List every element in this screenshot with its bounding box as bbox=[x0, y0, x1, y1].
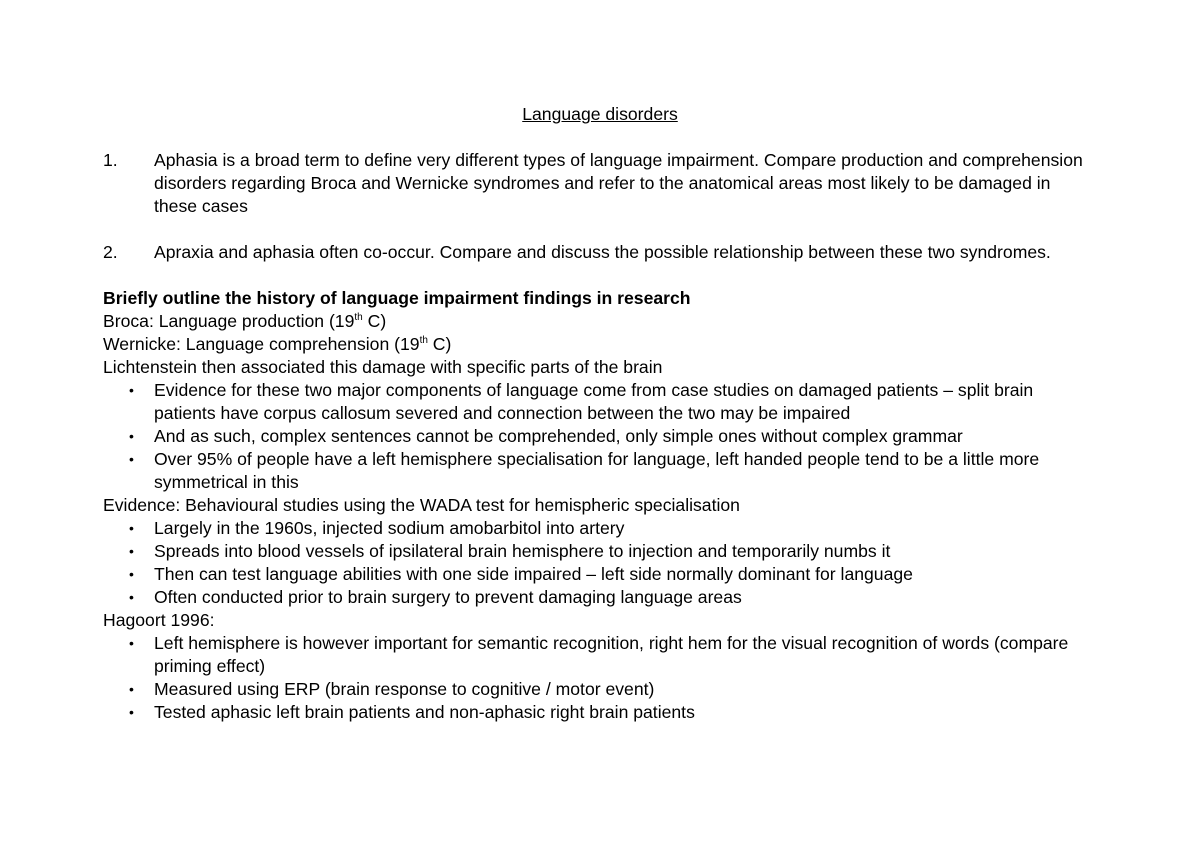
bullet-icon: • bbox=[129, 635, 134, 651]
list-item-text: Left hemisphere is however important for semantic recognition, right hem for the visual recognition of words (compare priming effect) bbox=[154, 633, 1069, 676]
list-item bbox=[103, 678, 1083, 701]
question-item bbox=[103, 149, 1083, 218]
bullet-icon: • bbox=[129, 704, 134, 720]
list-item-text: Over 95% of people have a left hemisphere specialisation for language, left handed people tend to be a little more symmetrical in this bbox=[154, 449, 1040, 492]
question-text: Apraxia and aphasia often co-occur. Compare and discuss the possible relationship between these two syndromes. bbox=[154, 242, 1051, 262]
question-list bbox=[103, 149, 1083, 264]
list-item-text: Tested aphasic left brain patients and non-aphasic right brain patients bbox=[154, 702, 695, 722]
bullet-icon: • bbox=[129, 681, 134, 697]
list-item-text: Evidence for these two major components of language come from case studies on damaged patients – split brain patients have corpus callosum severed and connection between the two may be impaired bbox=[154, 380, 1034, 423]
list-item-text: Spreads into blood vessels of ipsilateral brain hemisphere to injection and temporarily numbs it bbox=[154, 541, 891, 561]
broca-superscript: th bbox=[354, 312, 363, 324]
document-title: Language disorders bbox=[522, 104, 678, 124]
evidence-line: Evidence: Behavioural studies using the WADA test for hemispheric specialisation bbox=[103, 495, 740, 515]
bullet-icon: • bbox=[129, 451, 134, 467]
bullet-icon: • bbox=[129, 520, 134, 536]
lichtenstein-line: Lichtenstein then associated this damage with specific parts of the brain bbox=[103, 357, 663, 377]
bullet-icon: • bbox=[129, 566, 134, 582]
bullet-icon: • bbox=[129, 589, 134, 605]
broca-line bbox=[103, 310, 1083, 333]
hagoort-line: Hagoort 1996: bbox=[103, 610, 215, 630]
list-item-text: And as such, complex sentences cannot be comprehended, only simple ones without complex grammar bbox=[154, 426, 963, 446]
bullet-list-evidence bbox=[103, 379, 1083, 494]
wernicke-superscript: th bbox=[419, 335, 428, 347]
bullet-list-hagoort bbox=[103, 632, 1083, 724]
broca-prefix: Broca: Language production (19 bbox=[103, 311, 355, 331]
list-item-text: Then can test language abilities with one side impaired – left side normally dominant for language bbox=[154, 564, 913, 584]
bullet-icon: • bbox=[129, 543, 134, 559]
wernicke-prefix: Wernicke: Language comprehension (19 bbox=[103, 334, 420, 354]
list-item bbox=[103, 448, 1083, 494]
wernicke-line bbox=[103, 333, 1083, 356]
question-text: Aphasia is a broad term to define very different types of language impairment. Compare production and comprehension disorders regarding Broca and Wernicke syndromes and refer to the anatomical areas most likely to be damaged in these cases bbox=[154, 150, 1083, 216]
bullet-icon: • bbox=[129, 428, 134, 444]
question-number: 2. bbox=[103, 242, 118, 262]
section-heading: Briefly outline the history of language impairment findings in research bbox=[103, 288, 691, 308]
document-page bbox=[103, 103, 1083, 724]
list-item bbox=[103, 563, 1083, 586]
wernicke-suffix: C) bbox=[427, 334, 452, 354]
list-item-text: Often conducted prior to brain surgery to prevent damaging language areas bbox=[154, 587, 742, 607]
list-item-text: Largely in the 1960s, injected sodium amobarbitol into artery bbox=[154, 518, 625, 538]
bullet-list-wada bbox=[103, 517, 1083, 609]
list-item bbox=[103, 586, 1083, 609]
bullet-icon: • bbox=[129, 382, 134, 398]
list-item-text: Measured using ERP (brain response to cognitive / motor event) bbox=[154, 679, 655, 699]
question-number: 1. bbox=[103, 150, 118, 170]
list-item bbox=[103, 425, 1083, 448]
list-item bbox=[103, 632, 1083, 678]
list-item bbox=[103, 701, 1083, 724]
question-item bbox=[103, 241, 1083, 264]
list-item bbox=[103, 517, 1083, 540]
list-item bbox=[103, 379, 1083, 425]
broca-suffix: C) bbox=[362, 311, 387, 331]
list-item bbox=[103, 540, 1083, 563]
